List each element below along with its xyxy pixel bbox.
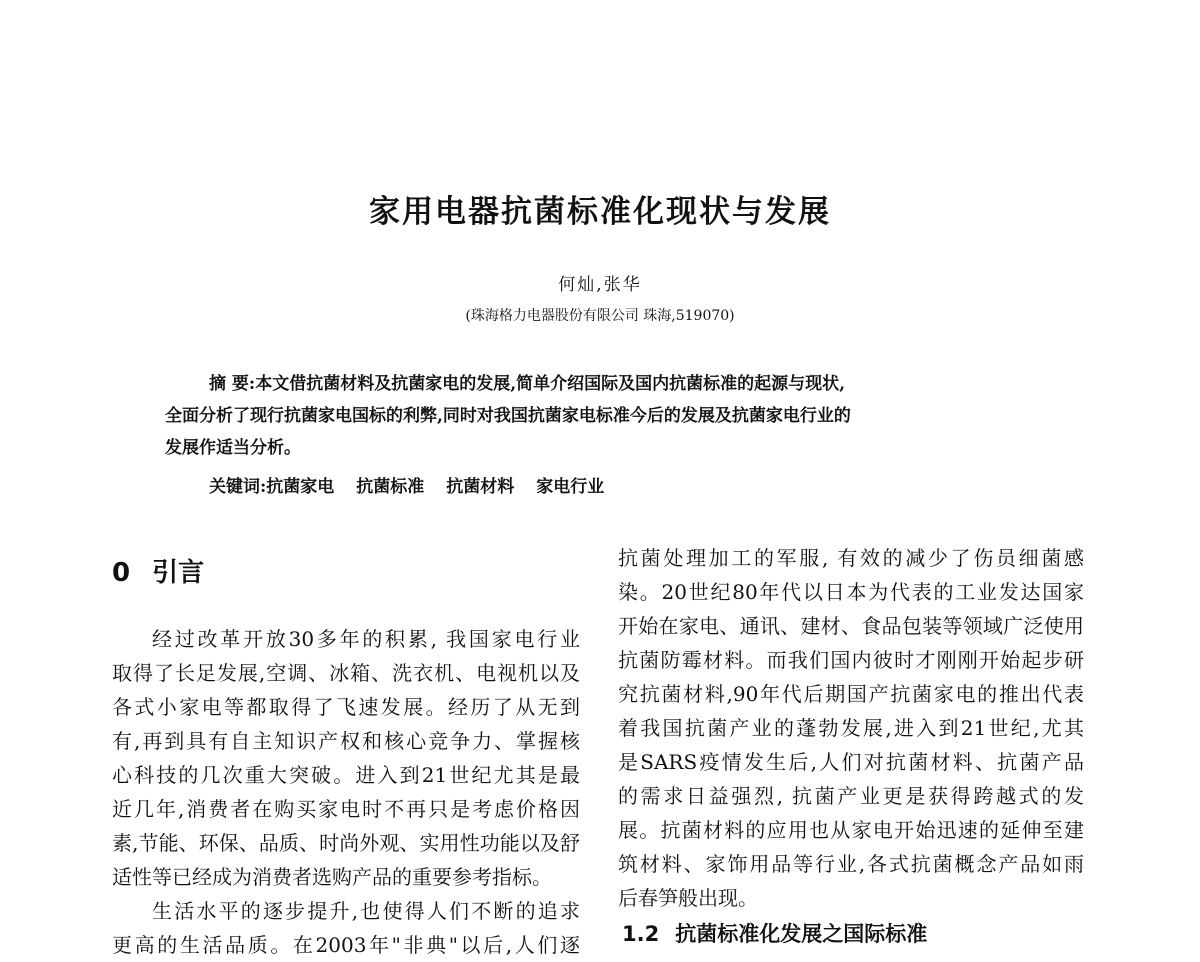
abstract-text: 本文借抗菌材料及抗菌家电的发展,简单介绍国际及国内抗菌标准的起源与现状, (255, 374, 846, 394)
keyword-item: 抗菌标准 (356, 477, 425, 497)
body-line: 着我国抗菌产业的蓬勃发展,进入到21世纪,尤其 (618, 716, 1084, 740)
body-line: 素,节能、环保、品质、时尚外观、实用性功能以及舒 (112, 831, 580, 855)
section-number: 0 (112, 558, 131, 588)
abstract-label: 摘 要: (209, 374, 256, 394)
body-line: 抗菌处理加工的军服, 有效的减少了伤员细菌感 (618, 546, 1084, 570)
body-line: 更高的生活品质。在2003年"非典"以后,人们逐 (112, 933, 580, 957)
abstract-line-3: 发展作适当分析。 (165, 438, 301, 458)
body-line: 各式小家电等都取得了飞速发展。经历了从无到 (112, 695, 580, 719)
body-line: 开始在家电、通讯、建材、食品包装等领域广泛使用 (618, 614, 1084, 638)
keyword-item: 抗菌家电 (266, 477, 335, 497)
section-title: 抗菌标准化发展之国际标准 (675, 922, 928, 946)
body-line: 有,再到具有自主知识产权和核心竞争力、掌握核 (112, 729, 580, 753)
keywords (209, 472, 626, 497)
author-affiliation: (珠海格力电器股份有限公司 珠海,519070) (465, 308, 735, 324)
body-line: 适性等已经成为消费者选购产品的重要参考指标。 (112, 865, 552, 889)
keywords-label: 关键词: (209, 477, 267, 497)
keyword-item: 抗菌材料 (446, 477, 515, 497)
body-line: 取得了长足发展,空调、冰箱、洗衣机、电视机以及 (112, 661, 580, 685)
abstract-line-1 (165, 368, 1040, 400)
paper-title: 家用电器抗菌标准化现状与发展 (369, 194, 831, 230)
body-line: 究抗菌材料,90年代后期国产抗菌家电的推出代表 (618, 682, 1084, 706)
body-line: 的需求日益强烈, 抗菌产业更是获得跨越式的发 (618, 784, 1084, 808)
section-heading-international-standards (622, 918, 927, 948)
body-line: 后春笋般出现。 (618, 886, 758, 910)
body-line: 是SARS疫情发生后,人们对抗菌材料、抗菌产品 (618, 750, 1084, 774)
body-line: 生活水平的逐步提升,也使得人们不断的追求 (152, 899, 580, 923)
body-line: 心科技的几次重大突破。进入到21世纪尤其是最 (112, 763, 580, 787)
right-body-column (618, 541, 1084, 915)
keyword-item: 家电行业 (536, 477, 605, 497)
body-line: 抗菌防霉材料。而我们国内彼时才刚刚开始起步研 (618, 648, 1084, 672)
body-line: 染。20世纪80年代以日本为代表的工业发达国家 (618, 580, 1084, 604)
left-body-column (112, 622, 580, 962)
section-title: 引言 (152, 558, 205, 588)
section-number: 1.2 (622, 922, 660, 946)
section-heading-introduction (112, 552, 204, 589)
abstract-line-2: 全面分析了现行抗菌家电国标的利弊,同时对我国抗菌家电标准今后的发展及抗菌家电行业的 (165, 406, 851, 426)
body-line: 近几年,消费者在购买家电时不再只是考虑价格因 (112, 797, 580, 821)
body-line: 经过改革开放30多年的积累, 我国家电行业 (152, 627, 580, 651)
author-names: 何灿,张华 (558, 275, 642, 295)
body-line: 筑材料、家饰用品等行业,各式抗菌概念产品如雨 (618, 852, 1084, 876)
abstract (165, 368, 1040, 464)
body-line: 展。抗菌材料的应用也从家电开始迅速的延伸至建 (618, 818, 1084, 842)
